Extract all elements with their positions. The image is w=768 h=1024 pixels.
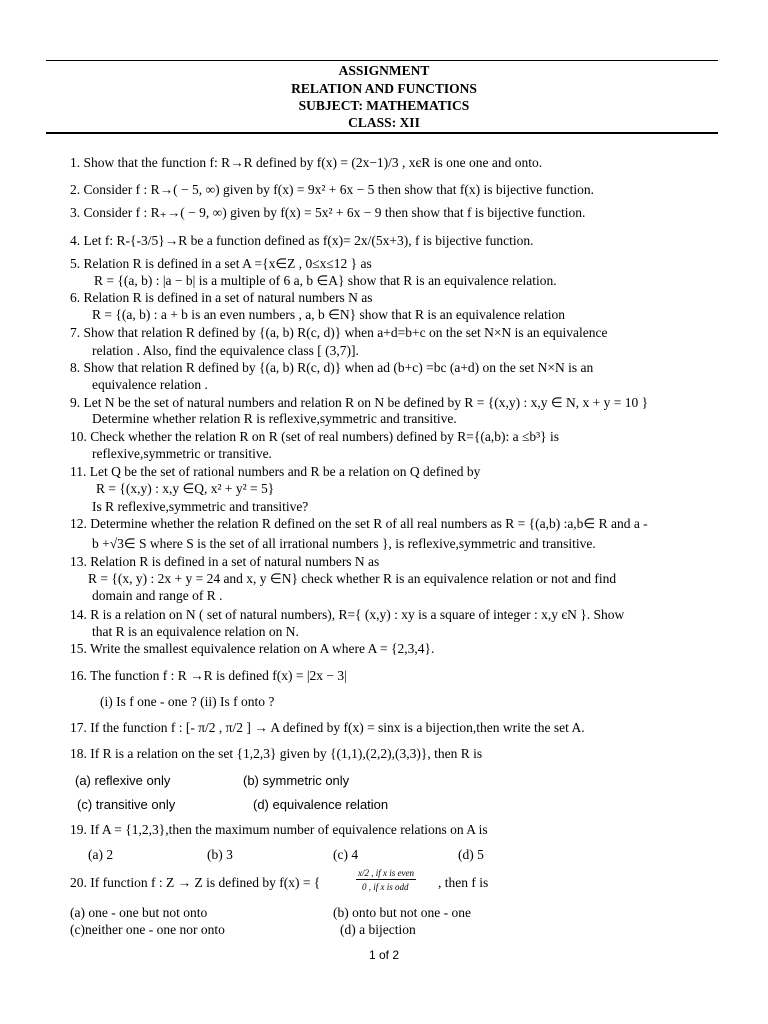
question-12: 12. Determine whether the relation R defined on the set R of all real numbers as R = {(a,b) :a,b∈ R and a -: [70, 516, 648, 531]
question-18: 18. If R is a relation on the set {1,2,3} given by {(1,1),(2,2),(3,3)}, then R is: [70, 746, 483, 761]
question-20: 20. If function f : Z → Z is defined by f(x) = {: [70, 875, 321, 890]
question-18-option-b: (b) symmetric only: [243, 773, 350, 788]
question-18-option-d: (d) equivalence relation: [253, 797, 389, 812]
question-1: 1. Show that the function f: R→R defined by f(x) = (2x−1)/3 , xєR is one one and onto.: [70, 155, 543, 170]
question-8-cont: equivalence relation .: [92, 377, 208, 392]
question-11: 11. Let Q be the set of rational numbers and R be a relation on Q defined by: [70, 464, 481, 479]
question-5: 5. Relation R is defined in a set A ={x∈Z , 0≤x≤12 } as: [70, 256, 372, 271]
question-14-cont: that R is an equivalence relation on N.: [92, 624, 299, 639]
question-11-cont2: Is R reflexive,symmetric and transitive?: [92, 499, 309, 514]
question-19-option-c: (c) 4: [333, 847, 359, 862]
question-6-cont: R = {(a, b) : a + b is an even numbers , a, b ∈N} show that R is an equivalence relation: [92, 307, 565, 322]
question-19-option-d: (d) 5: [458, 847, 484, 862]
header-assignment: ASSIGNMENT: [338, 63, 430, 78]
question-2: 2. Consider f : R→( − 5, ∞) given by f(x) = 9x² + 6x − 5 then show that f(x) is bijective function.: [70, 182, 595, 197]
question-20-option-a: (a) one - one but not onto: [70, 905, 208, 920]
question-9-cont: Determine whether relation R is reflexive,symmetric and transitive.: [92, 411, 457, 426]
question-19-option-a: (a) 2: [88, 847, 114, 862]
question-19: 19. If A = {1,2,3},then the maximum number of equivalence relations on A is: [70, 822, 488, 837]
question-6: 6. Relation R is defined in a set of natural numbers N as: [70, 290, 373, 305]
question-20-end: , then f is: [438, 875, 489, 890]
question-8: 8. Show that relation R defined by {(a, b) R(c, d)} when ad (b+c) =bc (a+d) on the set N×N is an: [70, 360, 594, 375]
page-number: 1 of 2: [368, 948, 400, 962]
question-13-cont2: domain and range of R .: [92, 588, 223, 603]
question-16: 16. The function f : R →R is defined f(x) = |2x − 3|: [70, 668, 347, 683]
question-7: 7. Show that relation R defined by {(a, b) R(c, d)} when a+d=b+c on the set N×N is an equivalence: [70, 325, 608, 340]
question-13: 13. Relation R is defined in a set of natural numbers N as: [70, 554, 380, 569]
header-topic: RELATION AND FUNCTIONS: [291, 81, 477, 96]
question-20-case-odd: 0 , if x is odd: [362, 882, 409, 892]
question-4: 4. Let f: R-{-3/5}→R be a function defined as f(x)= 2x/(5x+3), f is bijective function.: [70, 233, 534, 248]
top-rule: [46, 60, 718, 61]
header-subject: SUBJECT: MATHEMATICS: [298, 98, 470, 113]
header-rule: [46, 132, 718, 134]
question-10: 10. Check whether the relation R on R (set of real numbers) defined by R={(a,b): a ≤b³} is: [70, 429, 560, 444]
question-18-option-a: (a) reflexive only: [75, 773, 171, 788]
header-class: CLASS: XII: [348, 115, 420, 130]
question-7-cont: relation . Also, find the equivalence class [ (3,7)].: [92, 343, 359, 358]
question-3: 3. Consider f : R₊→( − 9, ∞) given by f(x) = 5x² + 6x − 9 then show that f is bijective function.: [70, 205, 586, 220]
question-11-cont: R = {(x,y) : x,y ∈Q, x² + y² = 5}: [96, 481, 275, 496]
question-13-cont: R = {(x, y) : 2x + y = 24 and x, y ∈N} check whether R is an equivalence relation or not and find: [88, 571, 617, 586]
question-17: 17. If the function f : [- π/2 , π/2 ] → A defined by f(x) = sinx is a bijection,then write the set A.: [70, 720, 585, 735]
question-9: 9. Let N be the set of natural numbers and relation R on N be defined by R = {(x,y) : x,y ∈ N, x + y = 10 }: [70, 395, 649, 410]
question-20-option-d: (d) a bijection: [340, 922, 416, 937]
question-12-cont: b +√3∈ S where S is the set of all irrational numbers }, is reflexive,symmetric and transitive.: [92, 536, 596, 551]
question-10-cont: reflexive,symmetric or transitive.: [92, 446, 272, 461]
question-20-option-c: (c)neither one - one nor onto: [70, 922, 225, 937]
question-20-case-even: x/2 , if x is even: [358, 868, 414, 878]
question-14: 14. R is a relation on N ( set of natural numbers), R={ (x,y) : xy is a square of integer : x,y єN }. Show: [70, 607, 625, 622]
question-5-cont: R = {(a, b) : |a − b| is a multiple of 6 a, b ∈A} show that R is an equivalence relation.: [94, 273, 557, 288]
question-16-options: (i) Is f one - one ? (ii) Is f onto ?: [100, 694, 275, 709]
question-18-option-c: (c) transitive only: [77, 797, 176, 812]
question-20-option-b: (b) onto but not one - one: [333, 905, 471, 920]
question-19-option-b: (b) 3: [207, 847, 233, 862]
question-15: 15. Write the smallest equivalence relation on A where A = {2,3,4}.: [70, 641, 435, 656]
